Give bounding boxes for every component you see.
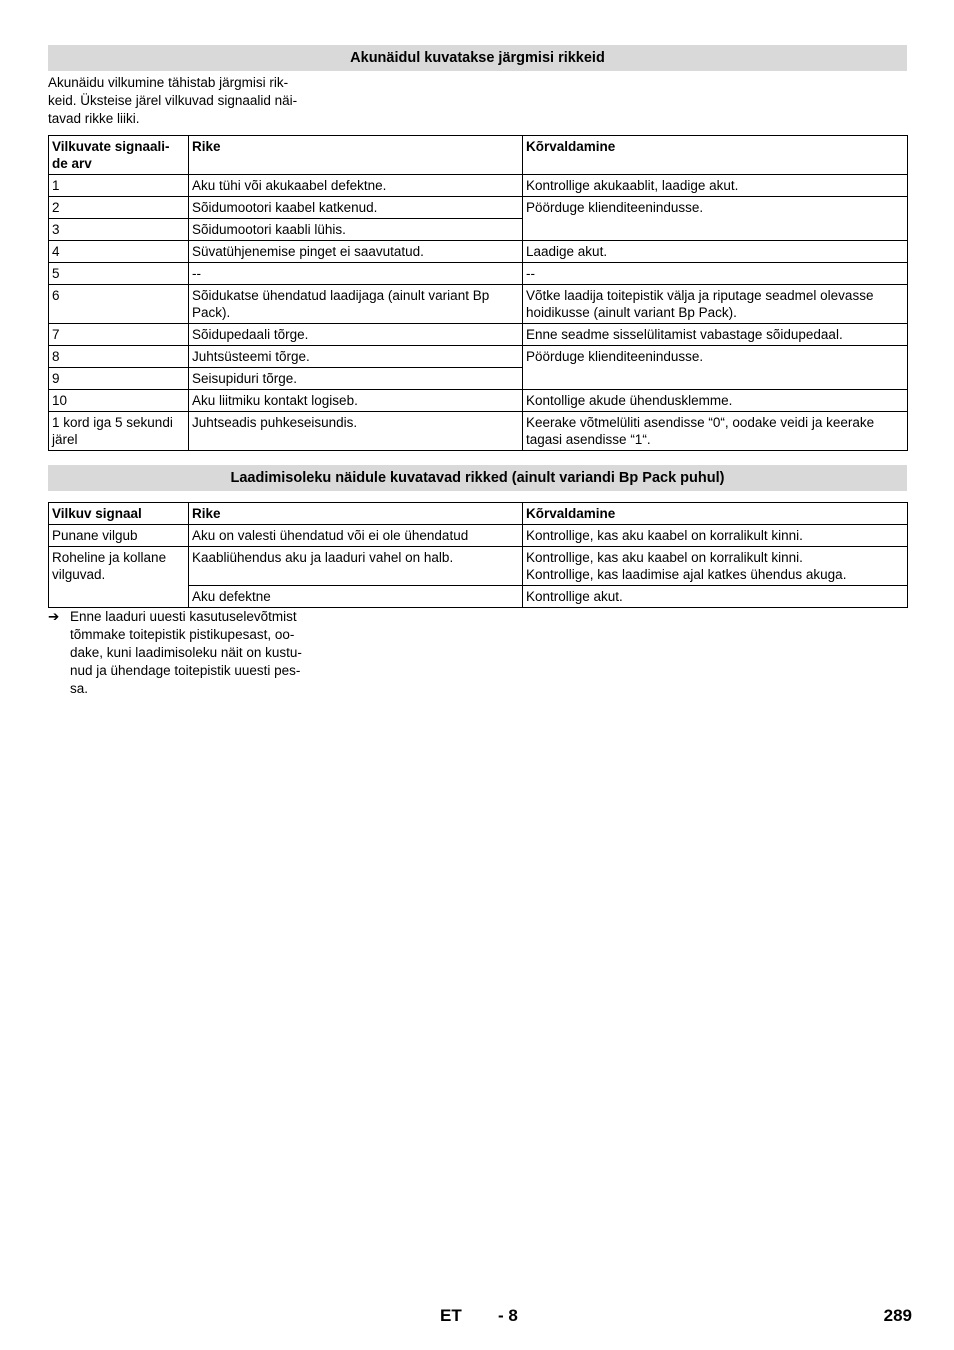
table-row [49,263,908,285]
signal-cell: 1 [49,175,189,197]
fix-cell: Pöörduge klienditeenindusse. [523,197,908,241]
signal-cell: 2 [49,197,189,219]
table-row [49,241,908,263]
fault-cell: Kaabliühendus aku ja laaduri vahel on halb. [189,547,523,586]
signal-cell: Punane vilgub [49,525,189,547]
arrow-right-icon: ➔ [48,609,60,624]
fault-cell: Aku tühi või akukaabel defektne. [189,175,523,197]
signal-cell: 6 [49,285,189,324]
table-row [49,525,908,547]
signal-cell: 7 [49,324,189,346]
table-row [49,412,908,451]
fix-cell: Kontrollige, kas aku kaabel on korralikult kinni. Kontrollige, kas laadimise ajal katkes ühendus akuga. [523,547,908,586]
fault-cell: Aku on valesti ühendatud või ei ole ühendatud [189,525,523,547]
note-text: Enne laaduri uuesti kasutuselevõtmist tõmmake toitepistik pistikupesast, oo- dake, kuni laadimisoleku näit on kustu- nud ja ühendage toitepistik uuesti pes- sa. [70,609,302,696]
fault-cell: -- [189,263,523,285]
fix-cell: -- [523,263,908,285]
signal-cell: Roheline ja kollane vilguvad. [49,547,189,608]
table-header-row [49,503,908,525]
table-row [49,547,908,586]
col-header-signal: Vilkuv signaal [49,503,189,525]
fault-cell: Süvatühjenemise pinget ei saavutatud. [189,241,523,263]
charge-indicator-fault-table [48,502,908,608]
signal-cell: 3 [49,219,189,241]
fix-cell: Kontrollige akukaablit, laadige akut. [523,175,908,197]
signal-cell: 1 kord iga 5 sekundi järel [49,412,189,451]
table-row [49,285,908,324]
fault-cell: Sõidupedaali tõrge. [189,324,523,346]
col-header-signals: Vilkuvate signaali- de arv [49,136,189,175]
col-header-fix: Kõrvaldamine [523,503,908,525]
col-header-fault: Rike [189,136,523,175]
fix-cell: Keerake võtmelüliti asendisse “0“, oodake veidi ja keerake tagasi asendisse “1“. [523,412,908,451]
fix-cell: Kontrollige akut. [523,586,908,608]
table-row [49,346,908,368]
signal-cell: 8 [49,346,189,368]
footer-page-number: 289 [883,1306,912,1325]
fault-cell: Sõidukatse ühendatud laadijaga (ainult variant Bp Pack). [189,285,523,324]
intro-text: Akunäidu vilkumine tähistab järgmisi rik- keid. Üksteise järel vilkuvad signaalid näi- tavad rikke liiki. [48,75,298,126]
fault-cell: Sõidumootori kaabli lühis. [189,219,523,241]
fault-cell: Juhtsüsteemi tõrge. [189,346,523,368]
note [48,608,328,698]
signal-cell: 5 [49,263,189,285]
signal-cell: 10 [49,390,189,412]
fix-cell: Enne seadme sisselülitamist vabastage sõidupedaal. [523,324,908,346]
table-row [49,197,908,219]
footer-language: ET [440,1306,462,1325]
fix-cell: Võtke laadija toitepistik välja ja riputage seadmel olevasse hoidikusse (ainult variant Bp Pack). [523,285,908,324]
section-title-battery-faults: Akunäidul kuvatakse järgmisi rikkeid [48,45,907,71]
fault-cell: Aku defektne [189,586,523,608]
footer-local-page: - 8 [498,1306,518,1325]
fault-cell: Aku liitmiku kontakt logiseb. [189,390,523,412]
battery-fault-table [48,135,908,451]
table-header-row [49,136,908,175]
signal-cell: 9 [49,368,189,390]
signal-cell: 4 [49,241,189,263]
fix-cell: Laadige akut. [523,241,908,263]
fix-cell: Kontollige akude ühendusklemme. [523,390,908,412]
section-title-charge-indicator-faults: Laadimisoleku näidule kuvatavad rikked (ainult variandi Bp Pack puhul) [48,465,907,491]
fault-cell: Juhtseadis puhkeseisundis. [189,412,523,451]
table-row [49,390,908,412]
table-row [49,324,908,346]
fault-cell: Sõidumootori kaabel katkenud. [189,197,523,219]
fix-cell: Pöörduge klienditeenindusse. [523,346,908,390]
fault-cell: Seisupiduri tõrge. [189,368,523,390]
col-header-fix: Kõrvaldamine [523,136,908,175]
fix-cell: Kontrollige, kas aku kaabel on korralikult kinni. [523,525,908,547]
table-row [49,175,908,197]
col-header-fault: Rike [189,503,523,525]
